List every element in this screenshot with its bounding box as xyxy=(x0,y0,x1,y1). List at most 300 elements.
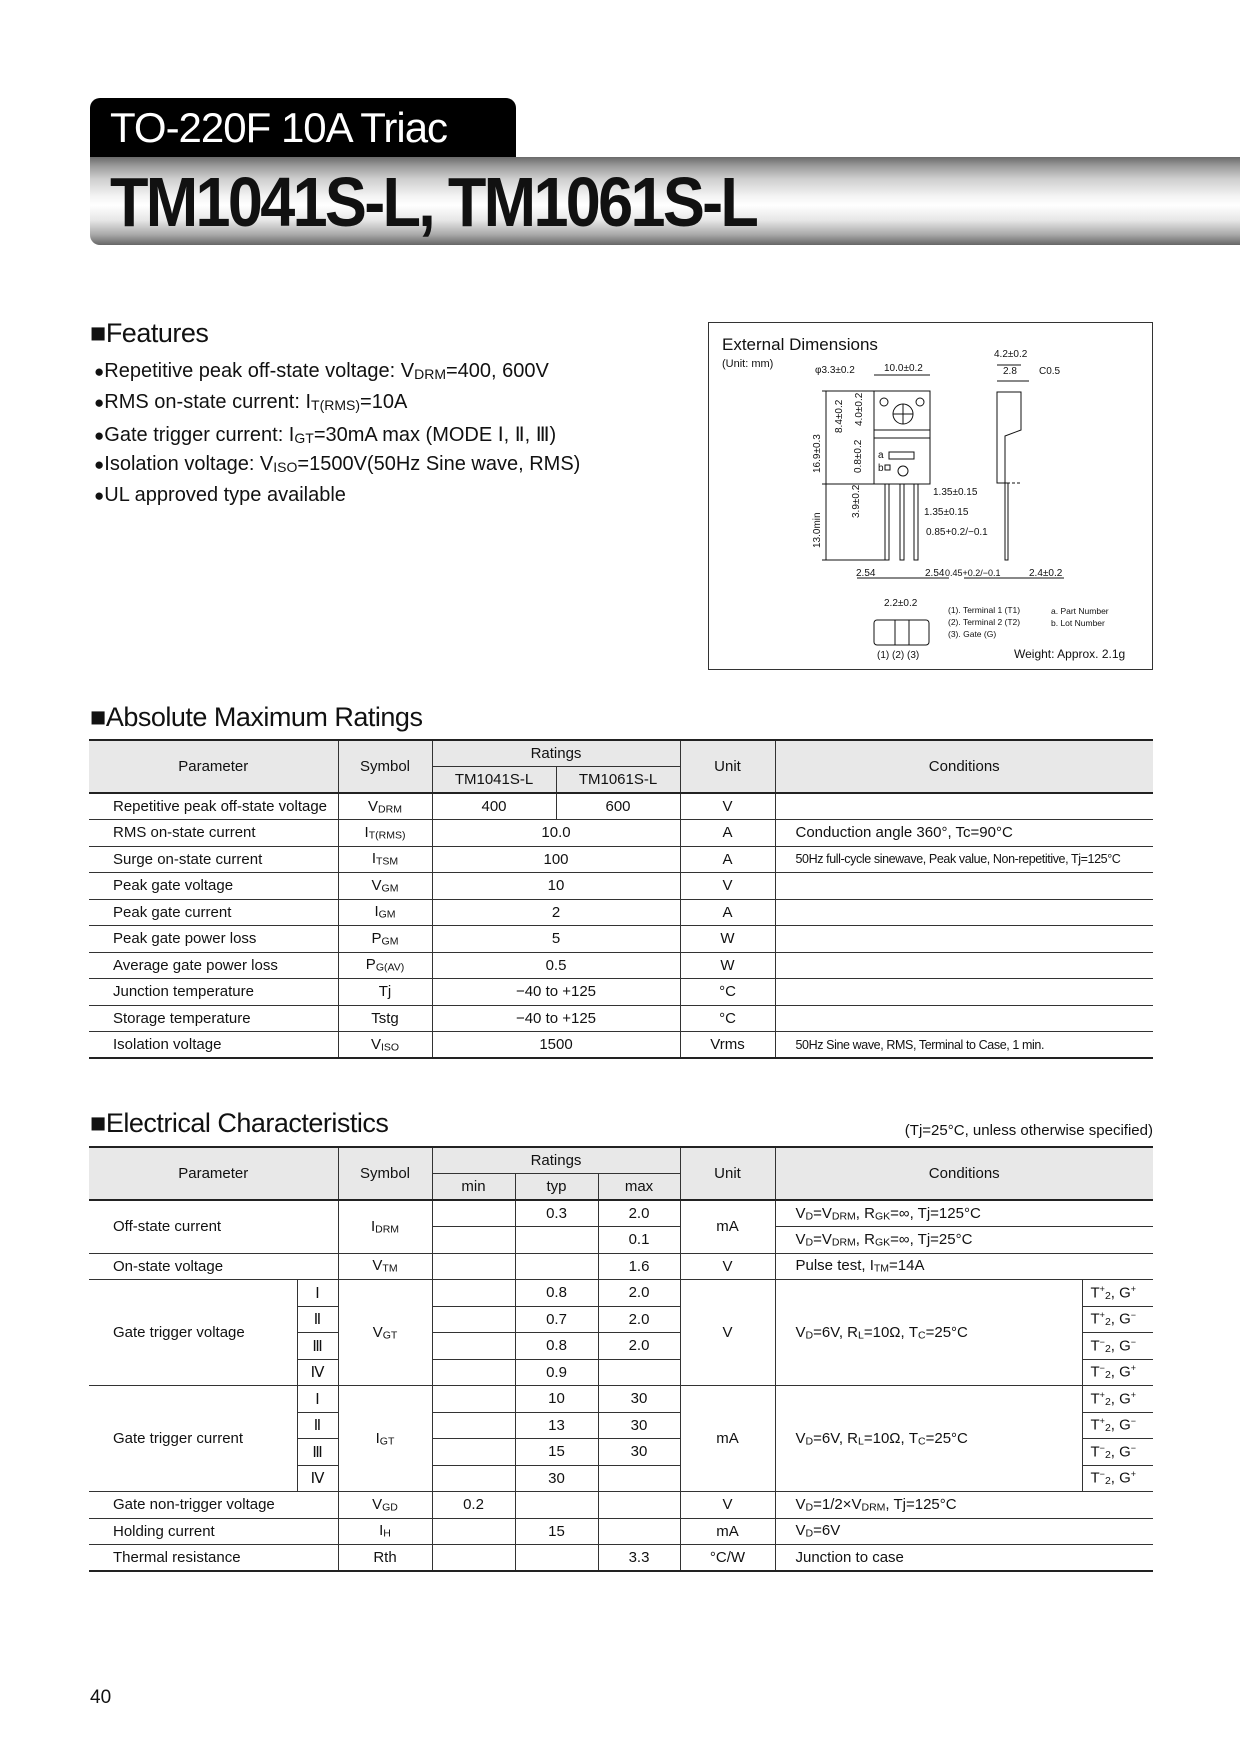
text-segment: DRM xyxy=(414,366,446,383)
table-row xyxy=(89,1005,1153,1032)
unit-cell: W xyxy=(680,926,775,953)
text-segment: I xyxy=(379,1522,384,1540)
dim-2-2: 2.2±0.2 xyxy=(884,598,918,609)
conditions-cell xyxy=(775,1492,1153,1519)
unit-cell: A xyxy=(680,820,775,847)
symbol-cell xyxy=(338,1200,432,1253)
text-segment: =10Ω, T xyxy=(863,1323,919,1341)
max-cell: 0.1 xyxy=(598,1227,680,1254)
polarity-g-sign: − xyxy=(1130,1310,1137,1321)
legend-part-number: a. Part Number xyxy=(1051,606,1109,616)
parameter-cell: Peak gate power loss xyxy=(89,926,338,953)
polarity-cell xyxy=(1082,1386,1153,1413)
header-tm1041s-l: TM1041S-L xyxy=(432,767,556,794)
text-segment: ISO xyxy=(273,459,298,476)
header-typ: typ xyxy=(515,1174,598,1201)
symbol-cell xyxy=(338,1492,432,1519)
text-segment: =∞, Tj=25°C xyxy=(890,1230,973,1248)
polarity-g: , G xyxy=(1110,1284,1131,1302)
max-cell: 2.0 xyxy=(598,1280,680,1307)
text-segment: DRM xyxy=(375,1223,400,1236)
header-max: max xyxy=(598,1174,680,1201)
text-segment: DRM xyxy=(861,1501,886,1514)
text-segment: P xyxy=(365,956,376,974)
rating-cell: 10 xyxy=(432,873,680,900)
min-cell: 0.2 xyxy=(432,1492,515,1519)
text-segment: C xyxy=(918,1329,926,1342)
polarity-t-sign: + xyxy=(1099,1416,1105,1427)
text-segment: =30mA max (MODE Ⅰ, Ⅱ, Ⅲ) xyxy=(313,424,557,446)
polarity-t-sub: 2 xyxy=(1104,1448,1111,1461)
text-segment: Repetitive peak off-state voltage: V xyxy=(104,360,415,382)
dim-chamfer: C0.5 xyxy=(1039,366,1061,377)
mode-cell: Ⅱ xyxy=(297,1412,338,1439)
text-segment: , R xyxy=(855,1230,875,1248)
text-segment: Tstg xyxy=(371,1009,399,1027)
header-unit: Unit xyxy=(680,1147,775,1200)
symbol-cell xyxy=(338,1386,432,1492)
text-segment: GT xyxy=(294,430,314,447)
mode-cell: Ⅱ xyxy=(297,1306,338,1333)
text-segment: =V xyxy=(813,1204,832,1222)
typ-cell: 0.9 xyxy=(515,1359,598,1386)
rating-cell: 0.5 xyxy=(432,952,680,979)
mark-b: b xyxy=(878,463,884,474)
parameter-cell: Gate trigger voltage xyxy=(89,1280,297,1386)
typ-cell xyxy=(515,1253,598,1280)
text-segment: T(RMS) xyxy=(311,397,361,414)
polarity-t-sub: 2 xyxy=(1104,1395,1111,1408)
text-segment: P xyxy=(371,929,382,947)
polarity-t: T xyxy=(1090,1284,1100,1302)
dimensions-unit: (Unit: mm) xyxy=(722,358,774,370)
conditions-cell xyxy=(775,1545,1153,1572)
unit-cell: °C/W xyxy=(680,1545,775,1572)
rating-cell: 2 xyxy=(432,899,680,926)
text-segment: ISO xyxy=(380,1041,400,1054)
table-row xyxy=(89,979,1153,1006)
typ-cell: 15 xyxy=(515,1518,598,1545)
polarity-t-sub: 2 xyxy=(1104,1422,1111,1435)
text-segment: I xyxy=(374,903,379,921)
text-segment: GT xyxy=(382,1329,398,1342)
max-cell: 30 xyxy=(598,1386,680,1413)
min-cell xyxy=(432,1280,515,1307)
header-symbol: Symbol xyxy=(338,740,432,793)
conditions-cell xyxy=(775,926,1153,953)
dim-4-0: 4.0±0.2 xyxy=(854,392,865,426)
rating-cell: −40 to +125 xyxy=(432,1005,680,1032)
typ-cell: 0.3 xyxy=(515,1200,598,1227)
dim-pitch-b: 2.54 xyxy=(925,568,945,579)
mode-cell: Ⅳ xyxy=(297,1359,338,1386)
text-segment: =1/2×V xyxy=(813,1495,862,1513)
max-cell: 3.3 xyxy=(598,1545,680,1572)
unit-cell: V xyxy=(680,1253,775,1280)
text-segment: H xyxy=(383,1528,391,1541)
typ-cell xyxy=(515,1492,598,1519)
unit-cell: mA xyxy=(680,1386,775,1492)
unit-cell: °C xyxy=(680,1005,775,1032)
polarity-t-sub: 2 xyxy=(1104,1342,1111,1355)
polarity-t-sub: 2 xyxy=(1104,1289,1111,1302)
text-segment: GK xyxy=(874,1210,891,1223)
external-dimensions-figure xyxy=(708,322,1153,670)
text-segment: G(AV) xyxy=(375,962,405,975)
polarity-t: T xyxy=(1090,1416,1100,1434)
unit-cell: V xyxy=(680,873,775,900)
text-segment: DRM xyxy=(831,1236,856,1249)
conditions-cell xyxy=(775,1227,1153,1254)
table-row xyxy=(89,1386,1153,1413)
dim-0-85: 0.85+0.2/−0.1 xyxy=(926,527,988,538)
pin-numbers: (1) (2) (3) xyxy=(877,650,920,661)
symbol-cell xyxy=(338,846,432,873)
unit-cell: mA xyxy=(680,1200,775,1253)
table-row xyxy=(89,1032,1153,1059)
text-segment: DRM xyxy=(378,803,402,816)
text-segment: Junction to case xyxy=(795,1549,904,1566)
conditions-cell xyxy=(775,899,1153,926)
dim-1-35b: 1.35±0.15 xyxy=(924,507,969,518)
text-segment: I xyxy=(371,850,376,868)
dim-8-4: 8.4±0.2 xyxy=(834,399,845,433)
symbol-cell xyxy=(338,1253,432,1280)
polarity-g: , G xyxy=(1110,1443,1131,1461)
conditions-cell xyxy=(775,952,1153,979)
text-segment: =∞, Tj=125°C xyxy=(890,1204,981,1222)
rating-tm1061s-l: 600 xyxy=(556,793,680,820)
dim-16-9: 16.9±0.3 xyxy=(812,434,823,473)
text-segment: I xyxy=(370,1217,376,1235)
text-segment: =10Ω, T xyxy=(863,1429,919,1447)
text-segment: I xyxy=(364,823,369,841)
table-row xyxy=(89,1545,1153,1572)
parameter-cell: RMS on-state current xyxy=(89,820,338,847)
unit-cell: V xyxy=(680,1280,775,1386)
legend-lot-number: b. Lot Number xyxy=(1051,618,1105,628)
dim-2-8: 2.8 xyxy=(1003,366,1017,377)
conditions-cell xyxy=(775,1200,1153,1227)
polarity-cell xyxy=(1082,1465,1153,1492)
symbol-cell xyxy=(338,899,432,926)
header-conditions: Conditions xyxy=(775,1147,1153,1200)
table-row xyxy=(89,793,1153,820)
legend-gate: (3). Gate (G) xyxy=(948,629,997,639)
legend-terminal-1: (1). Terminal 1 (T1) xyxy=(948,605,1021,615)
polarity-g: , G xyxy=(1110,1469,1131,1487)
polarity-g-sign: + xyxy=(1130,1363,1137,1374)
text-segment: Pulse test, I xyxy=(795,1257,874,1275)
feature-item xyxy=(94,360,580,391)
table-row xyxy=(89,873,1153,900)
min-cell xyxy=(432,1253,515,1280)
text-segment: Isolation voltage: V xyxy=(104,453,274,475)
symbol-cell xyxy=(338,793,432,820)
table-row xyxy=(89,1492,1153,1519)
conditions-note: (Tj=25°C, unless otherwise specified) xyxy=(904,1122,1153,1139)
min-cell xyxy=(432,1465,515,1492)
polarity-cell xyxy=(1082,1359,1153,1386)
rating-cell: 100 xyxy=(432,846,680,873)
parameter-cell: Off-state current xyxy=(89,1200,338,1253)
text-segment: D xyxy=(805,1501,814,1514)
typ-cell xyxy=(515,1227,598,1254)
text-segment: V xyxy=(795,1230,806,1248)
polarity-t-sign: − xyxy=(1099,1442,1105,1453)
text-segment: DRM xyxy=(831,1210,856,1223)
header-parameter: Parameter xyxy=(89,740,338,793)
polarity-g: , G xyxy=(1110,1310,1131,1328)
text-segment: TM xyxy=(382,1263,398,1276)
polarity-t-sub: 2 xyxy=(1104,1475,1111,1488)
polarity-g-sign: + xyxy=(1130,1283,1137,1294)
text-segment: V xyxy=(795,1323,806,1341)
polarity-t: T xyxy=(1090,1443,1100,1461)
text-segment: GK xyxy=(874,1236,891,1249)
text-segment: =6V xyxy=(813,1522,841,1540)
text-segment: =400, 600V xyxy=(446,360,549,382)
text-segment: =V xyxy=(813,1230,832,1248)
typ-cell: 0.7 xyxy=(515,1306,598,1333)
table-row xyxy=(89,926,1153,953)
header-parameter: Parameter xyxy=(89,1147,338,1200)
parameter-cell: Isolation voltage xyxy=(89,1032,338,1059)
text-segment: , R xyxy=(855,1204,875,1222)
polarity-g: , G xyxy=(1110,1337,1131,1355)
polarity-g: , G xyxy=(1110,1416,1131,1434)
polarity-t: T xyxy=(1090,1310,1100,1328)
side-view xyxy=(997,392,1021,560)
min-cell xyxy=(432,1386,515,1413)
symbol-cell xyxy=(338,873,432,900)
features-heading: ■ Features xyxy=(90,318,208,349)
polarity-t-sub: 2 xyxy=(1104,1316,1111,1329)
dim-3-9: 3.9±0.2 xyxy=(851,484,862,518)
min-cell xyxy=(432,1412,515,1439)
parameter-cell: Thermal resistance xyxy=(89,1545,338,1572)
polarity-cell xyxy=(1082,1412,1153,1439)
rating-cell: −40 to +125 xyxy=(432,979,680,1006)
max-cell: 2.0 xyxy=(598,1333,680,1360)
polarity-g: , G xyxy=(1110,1363,1131,1381)
unit-cell: Vrms xyxy=(680,1032,775,1059)
symbol-cell xyxy=(338,952,432,979)
table-row xyxy=(89,820,1153,847)
max-cell: 30 xyxy=(598,1439,680,1466)
text-segment: GM xyxy=(381,935,399,948)
unit-cell: V xyxy=(680,1492,775,1519)
text-segment: V xyxy=(372,1323,383,1341)
mode-cell: Ⅲ xyxy=(297,1333,338,1360)
feature-item xyxy=(94,453,580,484)
table-row xyxy=(89,1280,1153,1307)
page-number: 40 xyxy=(90,1687,112,1708)
dim-13-0: 13.0min xyxy=(812,512,823,548)
polarity-g-sign: + xyxy=(1130,1469,1137,1480)
text-segment: V xyxy=(372,1495,383,1513)
polarity-cell xyxy=(1082,1280,1153,1307)
text-segment: C xyxy=(918,1435,926,1448)
conditions-cell xyxy=(775,1280,1082,1386)
dim-pitch-a: 2.54 xyxy=(856,568,876,579)
text-segment: I xyxy=(375,1429,380,1447)
text-segment: , Tj=125°C xyxy=(885,1495,957,1513)
table-row xyxy=(89,1200,1153,1227)
min-cell xyxy=(432,1227,515,1254)
symbol-cell xyxy=(338,820,432,847)
polarity-cell xyxy=(1082,1333,1153,1360)
page-title: TM1041S-L, TM1061S-L xyxy=(110,163,757,241)
typ-cell: 15 xyxy=(515,1439,598,1466)
absolute-maximum-ratings-table xyxy=(89,739,1153,1059)
rating-tm1041s-l: 400 xyxy=(432,793,556,820)
min-cell xyxy=(432,1545,515,1572)
typ-cell: 13 xyxy=(515,1412,598,1439)
text-segment: V xyxy=(368,797,379,815)
min-cell xyxy=(432,1333,515,1360)
dim-width: 10.0±0.2 xyxy=(884,363,923,374)
package-drawing xyxy=(709,323,1154,671)
mode-cell: Ⅰ xyxy=(297,1280,338,1307)
electrical-characteristics-heading: ■ Electrical Characteristics xyxy=(90,1108,388,1139)
text-segment: =25°C xyxy=(925,1429,968,1447)
typ-cell: 0.8 xyxy=(515,1333,598,1360)
parameter-cell: Peak gate voltage xyxy=(89,873,338,900)
polarity-t: T xyxy=(1090,1469,1100,1487)
parameter-cell: Gate trigger current xyxy=(89,1386,297,1492)
text-segment: V xyxy=(372,1257,383,1275)
parameter-cell: Storage temperature xyxy=(89,1005,338,1032)
absolute-maximum-ratings-heading: ■ Absolute Maximum Ratings xyxy=(90,702,422,733)
text-segment: D xyxy=(805,1329,814,1342)
text-segment: V xyxy=(371,876,382,894)
legend-terminal-2: (2). Terminal 2 (T2) xyxy=(948,617,1021,627)
polarity-g-sign: − xyxy=(1130,1336,1137,1347)
parameter-cell: Peak gate current xyxy=(89,899,338,926)
text-segment: UL approved type available xyxy=(104,484,346,506)
symbol-cell xyxy=(338,979,432,1006)
polarity-t-sign: + xyxy=(1099,1310,1105,1321)
symbol-cell xyxy=(338,1280,432,1386)
max-cell xyxy=(598,1359,680,1386)
polarity-g: , G xyxy=(1110,1390,1131,1408)
mode-cell: Ⅲ xyxy=(297,1439,338,1466)
text-segment: V xyxy=(795,1204,806,1222)
dim-2-4: 2.4±0.2 xyxy=(1029,568,1063,579)
dim-depth: 4.2±0.2 xyxy=(994,349,1028,360)
text-segment: TSM xyxy=(376,856,399,869)
unit-cell: A xyxy=(680,846,775,873)
min-cell xyxy=(432,1359,515,1386)
min-cell xyxy=(432,1306,515,1333)
dim-0-8: 0.8±0.2 xyxy=(853,439,864,473)
mode-cell: Ⅰ xyxy=(297,1386,338,1413)
text-segment: L xyxy=(858,1329,864,1342)
max-cell: 2.0 xyxy=(598,1200,680,1227)
conditions-cell xyxy=(775,1386,1082,1492)
header-ratings: Ratings xyxy=(432,1147,680,1174)
text-segment: D xyxy=(805,1236,814,1249)
typ-cell: 10 xyxy=(515,1386,598,1413)
table-row xyxy=(89,952,1153,979)
conditions-cell xyxy=(775,1253,1153,1280)
polarity-g-sign: − xyxy=(1130,1442,1137,1453)
rating-cell: 5 xyxy=(432,926,680,953)
text-segment: =10A xyxy=(360,391,408,413)
text-segment: =1500V(50Hz Sine wave, RMS) xyxy=(297,453,581,475)
conditions-cell xyxy=(775,979,1153,1006)
conditions-cell: 50Hz full-cycle sinewave, Peak value, Non-repetitive, Tj=125°C xyxy=(775,846,1153,873)
polarity-g-sign: + xyxy=(1130,1389,1137,1400)
polarity-t-sub: 2 xyxy=(1104,1369,1111,1382)
header-tm1061s-l: TM1061S-L xyxy=(556,767,680,794)
text-segment: T(RMS) xyxy=(368,829,406,842)
text-segment: TM xyxy=(873,1263,890,1276)
rating-cell: 10.0 xyxy=(432,820,680,847)
max-cell xyxy=(598,1518,680,1545)
text-segment: D xyxy=(805,1528,814,1541)
conditions-cell xyxy=(775,873,1153,900)
parameter-cell: Gate non-trigger voltage xyxy=(89,1492,338,1519)
conditions-cell xyxy=(775,793,1153,820)
conditions-cell xyxy=(775,1518,1153,1545)
header-min: min xyxy=(432,1174,515,1201)
feature-item xyxy=(94,484,580,515)
unit-cell: W xyxy=(680,952,775,979)
unit-cell: mA xyxy=(680,1518,775,1545)
text-segment: =14A xyxy=(889,1257,925,1275)
min-cell xyxy=(432,1200,515,1227)
text-segment: Gate trigger current: I xyxy=(104,424,295,446)
max-cell xyxy=(598,1492,680,1519)
electrical-characteristics-table xyxy=(89,1146,1153,1572)
text-segment: L xyxy=(858,1435,864,1448)
text-segment: GD xyxy=(382,1501,398,1514)
mode-cell: Ⅳ xyxy=(297,1465,338,1492)
parameter-cell: On-state voltage xyxy=(89,1253,338,1280)
symbol-cell xyxy=(338,1005,432,1032)
polarity-t-sign: + xyxy=(1099,1283,1105,1294)
features-list xyxy=(94,360,580,515)
unit-cell: V xyxy=(680,793,775,820)
text-segment: =6V, R xyxy=(813,1429,859,1447)
polarity-g-sign: − xyxy=(1130,1416,1137,1427)
polarity-t: T xyxy=(1090,1337,1100,1355)
dim-1-35a: 1.35±0.15 xyxy=(933,487,978,498)
rating-cell: 1500 xyxy=(432,1032,680,1059)
text-segment: V xyxy=(795,1495,806,1513)
text-segment: Rth xyxy=(373,1549,397,1566)
min-cell xyxy=(432,1439,515,1466)
feature-item xyxy=(94,391,580,422)
feature-item xyxy=(94,422,580,453)
category-tab: TO-220F 10A Triac xyxy=(90,98,516,158)
typ-cell: 0.8 xyxy=(515,1280,598,1307)
unit-cell: °C xyxy=(680,979,775,1006)
text-segment: Tj xyxy=(378,983,392,1001)
parameter-cell: Repetitive peak off-state voltage xyxy=(89,793,338,820)
header-unit: Unit xyxy=(680,740,775,793)
text-segment: GM xyxy=(381,882,399,895)
dim-0-45: 0.45+0.2/−0.1 xyxy=(945,568,1001,578)
text-segment: D xyxy=(805,1210,814,1223)
max-cell xyxy=(598,1465,680,1492)
typ-cell: 30 xyxy=(515,1465,598,1492)
min-cell xyxy=(432,1518,515,1545)
polarity-t-sign: − xyxy=(1099,1363,1105,1374)
parameter-cell: Average gate power loss xyxy=(89,952,338,979)
